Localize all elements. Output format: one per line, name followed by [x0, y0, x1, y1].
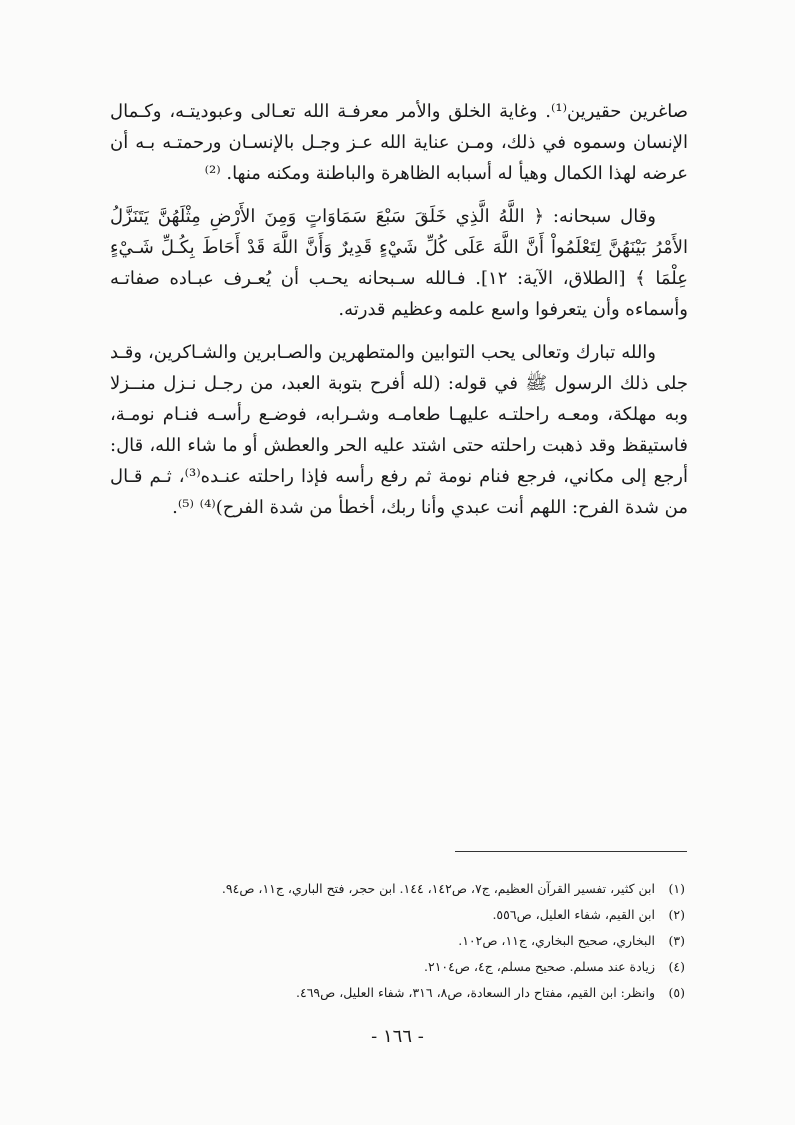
footnote-item: [120, 954, 685, 980]
paragraph-3: والله تبارك وتعالى يحب التوابين والمتطهرين والصـابرين والشـاكرين، وقـد جلى ذلك الرسول ﷺ في قوله: (لله أفرح بتوبة العبد، من رجـل نـزل منــزلا وبه مهلكة، ومعـه راحلتـه عليهـا طعامـه وشـرابه، فوضـع رأسـه فنـام نومـة، فاستيقظ وقد ذهبت راحلته حتى اشتد عليه الحر والعطش أو ما شاء الله، قال: أرجع إلى مكاني، فرجع فنام نومة ثم رفع رأسه فإذا راحلته عنـده⁽³⁾، ثـم قـال من شدة الفرح: اللهم أنت عبدي وأنا ربك، أخطأ من شدة الفرح)⁽⁴⁾ ⁽⁵⁾.: [110, 342, 688, 518]
footnote-item: [120, 928, 685, 954]
footnote-item: [120, 876, 685, 902]
footnote-number: (٤): [668, 959, 685, 974]
footnote-divider: [455, 851, 687, 852]
footnote-text: وانظر: ابن القيم، مفتاح دار السعادة، ص٨، ٣١٦، شفاء العليل، ص٤٦٩.: [296, 985, 655, 1000]
footnote-number: (٢): [668, 907, 685, 922]
footnote-number: (٥): [668, 985, 685, 1000]
main-text: [110, 96, 688, 535]
paragraph-1: صاغرين حقيرين⁽¹⁾. وغاية الخلق والأمر معرفـة الله تعـالى وعبوديتـه، وكـمال الإنسان وسموه في ذلك، ومـن عناية الله عـز وجـل بالإنسـان ورحمتـه بـه أن عرضه لهذا الكمال وهيأ له أسبابه الظاهرة والباطنة ومكنه منها. ⁽²⁾: [110, 101, 689, 184]
page-number: - ١٦٦ -: [371, 1026, 424, 1047]
footnote-text: ابن القيم، شفاء العليل، ص٥٥٦.: [492, 907, 655, 922]
footnote-item: [120, 980, 685, 1006]
footnote-item: [120, 902, 685, 928]
footnote-number: (٣): [668, 933, 685, 948]
footnote-text: زيادة عند مسلم. صحيح مسلم، ج٤، ص٢١٠٤.: [424, 959, 655, 974]
footnote-text: البخاري، صحيح البخاري، ج١١، ص١٠٢.: [458, 933, 655, 948]
paragraph-2: وقال سبحانه: ﴿ اللَّهُ الَّذِي خَلَقَ سَبْعَ سَمَاوَاتٍ وَمِنَ الأَرْضِ مِثْلَهُنَّ يَتَنَزَّلُ الأَمْرُ بَيْنَهُنَّ لِتَعْلَمُواْ أَنَّ اللَّهَ عَلَى كُلِّ شَيْءٍ قَدِيرٌ وَأَنَّ اللَّهَ قَدْ أَحَاطَ بِكُـلِّ شَـيْءٍ عِلْمَا ﴾ [الطلاق، الآية: ١٢]. فـالله سـبحانه يحـب أن يُعـرف عبـاده صفاتـه وأسماءه وأن يتعرفوا واسع علمه وعظيم قدرته.: [110, 206, 688, 320]
footnote-text: ابن كثير، تفسير القرآن العظيم، ج٧، ص١٤٢، ١٤٤. ابن حجر، فتح الباري، ج١١، ص٩٤.: [221, 881, 655, 896]
footnotes-list: [120, 876, 685, 1006]
footnote-number: (١): [668, 881, 685, 896]
